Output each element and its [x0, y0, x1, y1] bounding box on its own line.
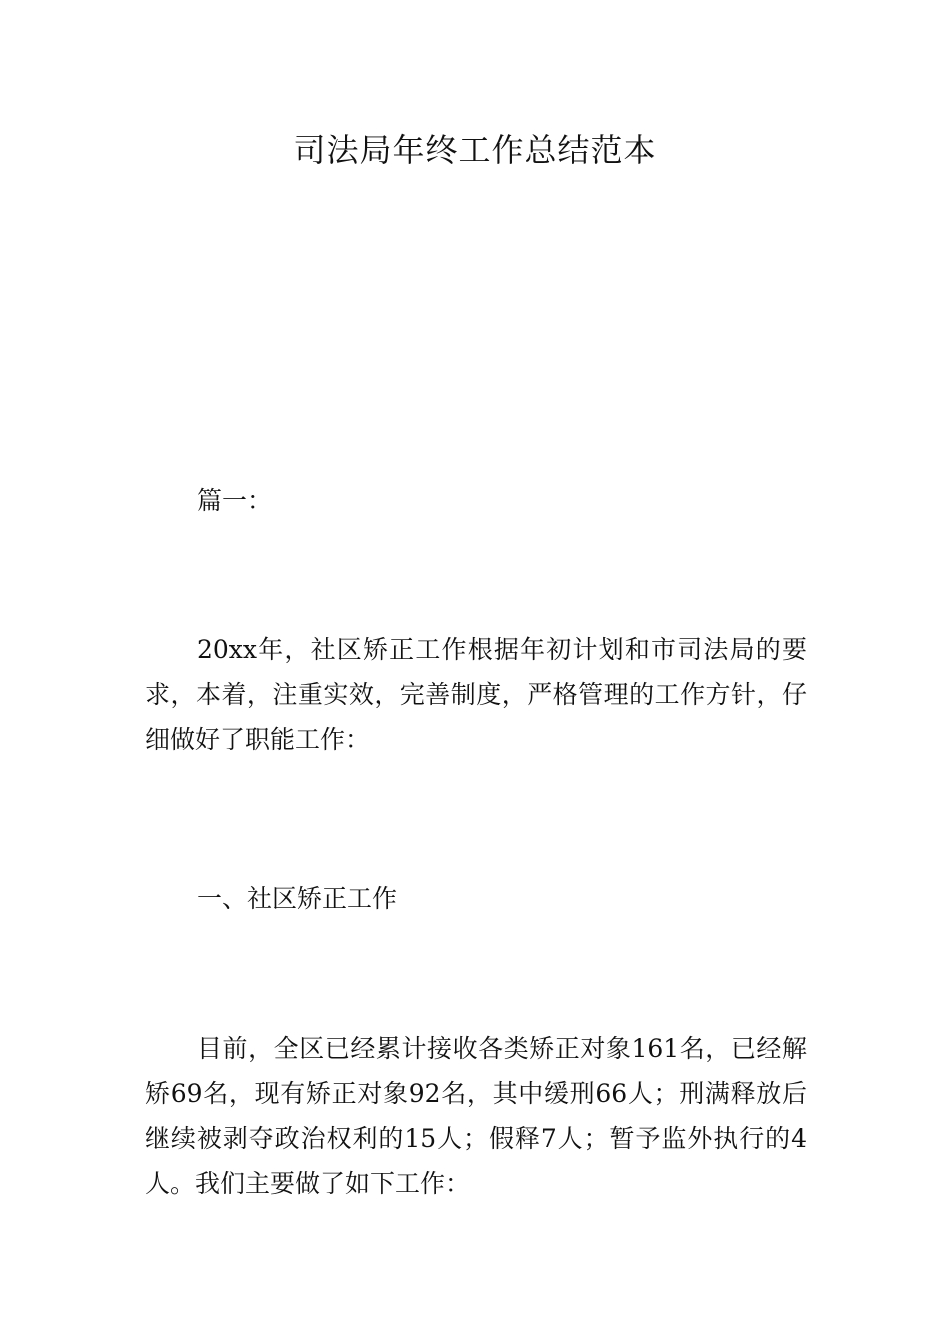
section-label: 篇一： [197, 486, 273, 515]
body-paragraph: 目前，全区已经累计接收各类矫正对象161名，已经解矫69名，现有矫正对象92名，其中缓刑66人；刑满释放后继续被剥夺政治权利的15人；假释7人；暂予监外执行的4人。我们主要做了如下工作： [145, 1034, 807, 1198]
section-heading-community-correction: 一、社区矫正工作 [197, 884, 398, 913]
document-title: 司法局年终工作总结范本 [293, 131, 657, 169]
intro-paragraph: 20xx年，社区矫正工作根据年初计划和市司法局的要求，本着，注重实效，完善制度，严格管理的工作方针，仔细做好了职能工作： [145, 635, 807, 754]
